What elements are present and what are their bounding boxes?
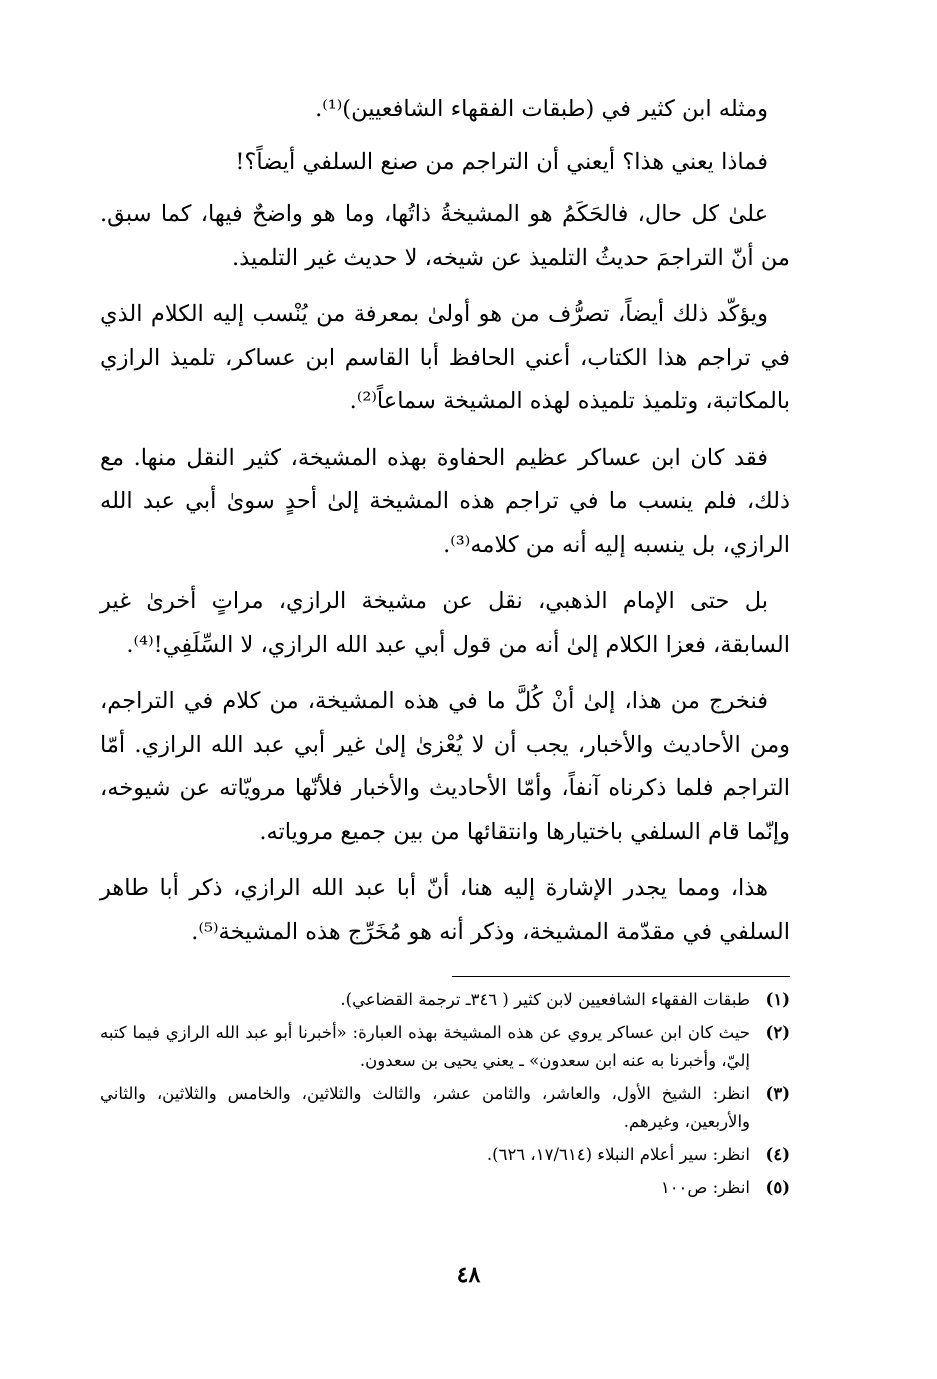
paragraph-2: فماذا يعني هذا؟ أيعني أن التراجم من صنع السلفي أيضاً؟!: [235, 148, 768, 175]
footnote-number: (٢): [765, 1023, 790, 1042]
footnote-text: حيث كان ابن عساكر يروي عن هذه المشيخة بهذه العبارة: «أخبرنا أبو عبد الله الرازي فيما كتبه إليّ، وأخبرنا به عنه ابن سعدون» ـ يعني يحيى بن سعدون.: [100, 1023, 750, 1070]
paragraph-5: فقد كان ابن عساكر عظيم الحفاوة بهذه المشيخة، كثير النقل منها. مع ذلك، فلم ينسب ما في تراجم هذه المشيخة إلىٰ أحدٍ سوىٰ أبي عبد الله الرازي، بل ينسبه إليه أنه من كلامه⁽³⁾.: [100, 444, 790, 558]
paragraph-7: فنخرج من هذا، إلىٰ أنْ كُلَّ ما في هذه المشيخة، من كلام في التراجم، ومن الأحاديث والأخبار، يجب أن لا يُعْزىٰ إلىٰ غير أبي عبد الله الرازي. أمّا التراجم فلما ذكرناه آنفاً، وأمّا الأحاديث والأخبار فلأنّها مرويّاته عن شيوخه، وإنّما قام السلفي باختيارها وانتقائها من بين جميع مروياته.: [100, 688, 790, 845]
paragraph-3: علىٰ كل حال، فالحَكَمُ هو المشيخةُ ذاتُها، وما هو واضحٌ فيها، كما سبق. من أنّ التراجمَ حديثُ التلميذ عن شيخه، لا حديث غير التلميذ.: [100, 201, 790, 271]
footnote-5: [100, 1174, 790, 1202]
paragraph-8: هذا، ومما يجدر الإشارة إليه هنا، أنّ أبا عبد الله الرازي، ذكر أبا طاهر السلفي في مقدّمة المشيخة، وذكر أنه هو مُخَرِّج هذه المشيخة⁽⁵⁾.: [100, 875, 790, 945]
footnote-number: (١): [765, 990, 790, 1009]
main-text: [100, 88, 790, 967]
paragraph-6: بل حتى الإمام الذهبي، نقل عن مشيخة الرازي، مراتٍ أخرىٰ غير السابقة، فعزا الكلام إلىٰ أنه من قول أبي عبد الله الرازي، لا السِّلَفِي!⁽⁴⁾.: [100, 588, 790, 658]
footnotes: [100, 986, 790, 1207]
footnote-number: (٤): [765, 1145, 790, 1164]
paragraph-1: ومثله ابن كثير في (طبقات الفقهاء الشافعيين)⁽¹⁾.: [315, 96, 768, 122]
paragraph-4: ويؤكّد ذلك أيضاً، تصرُّف من هو أولىٰ بمعرفة من يُنْسب إليه الكلام الذي في تراجم هذا الكتاب، أعني الحافظ أبا القاسم ابن عساكر، تلميذ الرازي بالمكاتبة، وتلميذ تلميذه لهذه المشيخة سماعاً⁽²⁾.: [100, 301, 790, 414]
footnote-4: [100, 1141, 790, 1169]
footnote-text: انظر: الشيخ الأول، والعاشر، والثامن عشر، والثالث والثلاثين، والخامس والثلاثين، والثاني والأربعين، وغيرهم.: [100, 1084, 750, 1131]
footnote-text: انظر: سير أعلام النبلاء (١٧/٦١٤، ٦٢٦).: [486, 1145, 750, 1164]
page-number: ٤٨: [456, 1262, 481, 1288]
footnote-divider: [452, 976, 790, 977]
footnote-number: (٣): [765, 1084, 790, 1103]
footnote-2: [100, 1019, 790, 1075]
footnote-1: [100, 986, 790, 1014]
footnote-text: طبقات الفقهاء الشافعيين لابن كثير ( ٣٤٦ـ ترجمة القضاعي).: [340, 990, 750, 1009]
footnote-number: (٥): [765, 1178, 790, 1197]
footnote-text: انظر: ص١٠٠: [660, 1178, 750, 1197]
footnote-3: [100, 1080, 790, 1136]
